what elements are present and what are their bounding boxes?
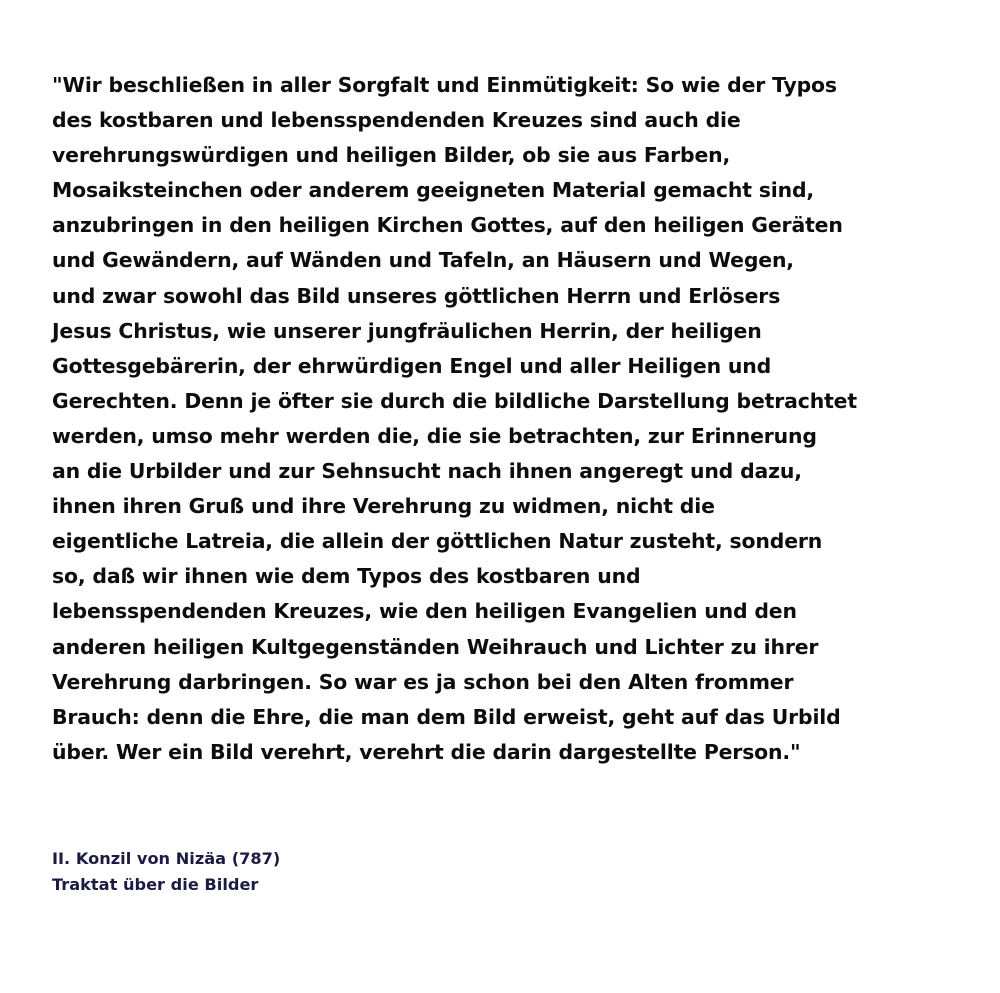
quote-block xyxy=(52,68,952,770)
quote-line: Brauch: denn die Ehre, die man dem Bild erweist, geht auf das Urbild xyxy=(52,704,841,729)
quote-line: anderen heiligen Kultgegenständen Weihrauch und Lichter zu ihrer xyxy=(52,634,819,659)
quote-line: Gottesgebärerin, der ehrwürdigen Engel und aller Heiligen und xyxy=(52,353,772,378)
quote-line: über. Wer ein Bild verehrt, verehrt die darin dargestellte Person." xyxy=(52,739,801,764)
quote-line: Jesus Christus, wie unserer jungfräulichen Herrin, der heiligen xyxy=(52,318,762,343)
quote-line: so, daß wir ihnen wie dem Typos des kostbaren und xyxy=(52,564,641,589)
quote-line: werden, umso mehr werden die, die sie betrachten, zur Erinnerung xyxy=(52,423,817,448)
source-council: II. Konzil von Nizäa (787) xyxy=(52,849,281,868)
quote-line: Verehrung darbringen. So war es ja schon bei den Alten frommer xyxy=(52,669,794,694)
quote-line: "Wir beschließen in aller Sorgfalt und Einmütigkeit: So wie der Typos xyxy=(52,73,837,97)
source-treatise: Traktat über die Bilder xyxy=(52,875,259,894)
quote-line: und zwar sowohl das Bild unseres göttlichen Herrn und Erlösers xyxy=(52,283,781,308)
quote-line: eigentliche Latreia, die allein der göttlichen Natur zusteht, sondern xyxy=(52,529,823,554)
quote-line: lebensspendenden Kreuzes, wie den heiligen Evangelien und den xyxy=(52,599,797,624)
quote-line: Mosaiksteinchen oder anderem geeigneten Material gemacht sind, xyxy=(52,178,814,203)
source-attribution xyxy=(52,846,280,898)
quote-line: des kostbaren und lebensspendenden Kreuzes sind auch die xyxy=(52,108,741,133)
quote-line: anzubringen in den heiligen Kirchen Gottes, auf den heiligen Geräten xyxy=(52,213,843,238)
quote-line: an die Urbilder und zur Sehnsucht nach ihnen angeregt und dazu, xyxy=(52,459,802,484)
quote-line: Gerechten. Denn je öfter sie durch die bildliche Darstellung betrachtet xyxy=(52,388,857,413)
quote-line: und Gewändern, auf Wänden und Tafeln, an Häusern und Wegen, xyxy=(52,248,794,273)
quote-line: ihnen ihren Gruß und ihre Verehrung zu widmen, nicht die xyxy=(52,494,715,519)
quote-line: verehrungswürdigen und heiligen Bilder, ob sie aus Farben, xyxy=(52,143,731,168)
